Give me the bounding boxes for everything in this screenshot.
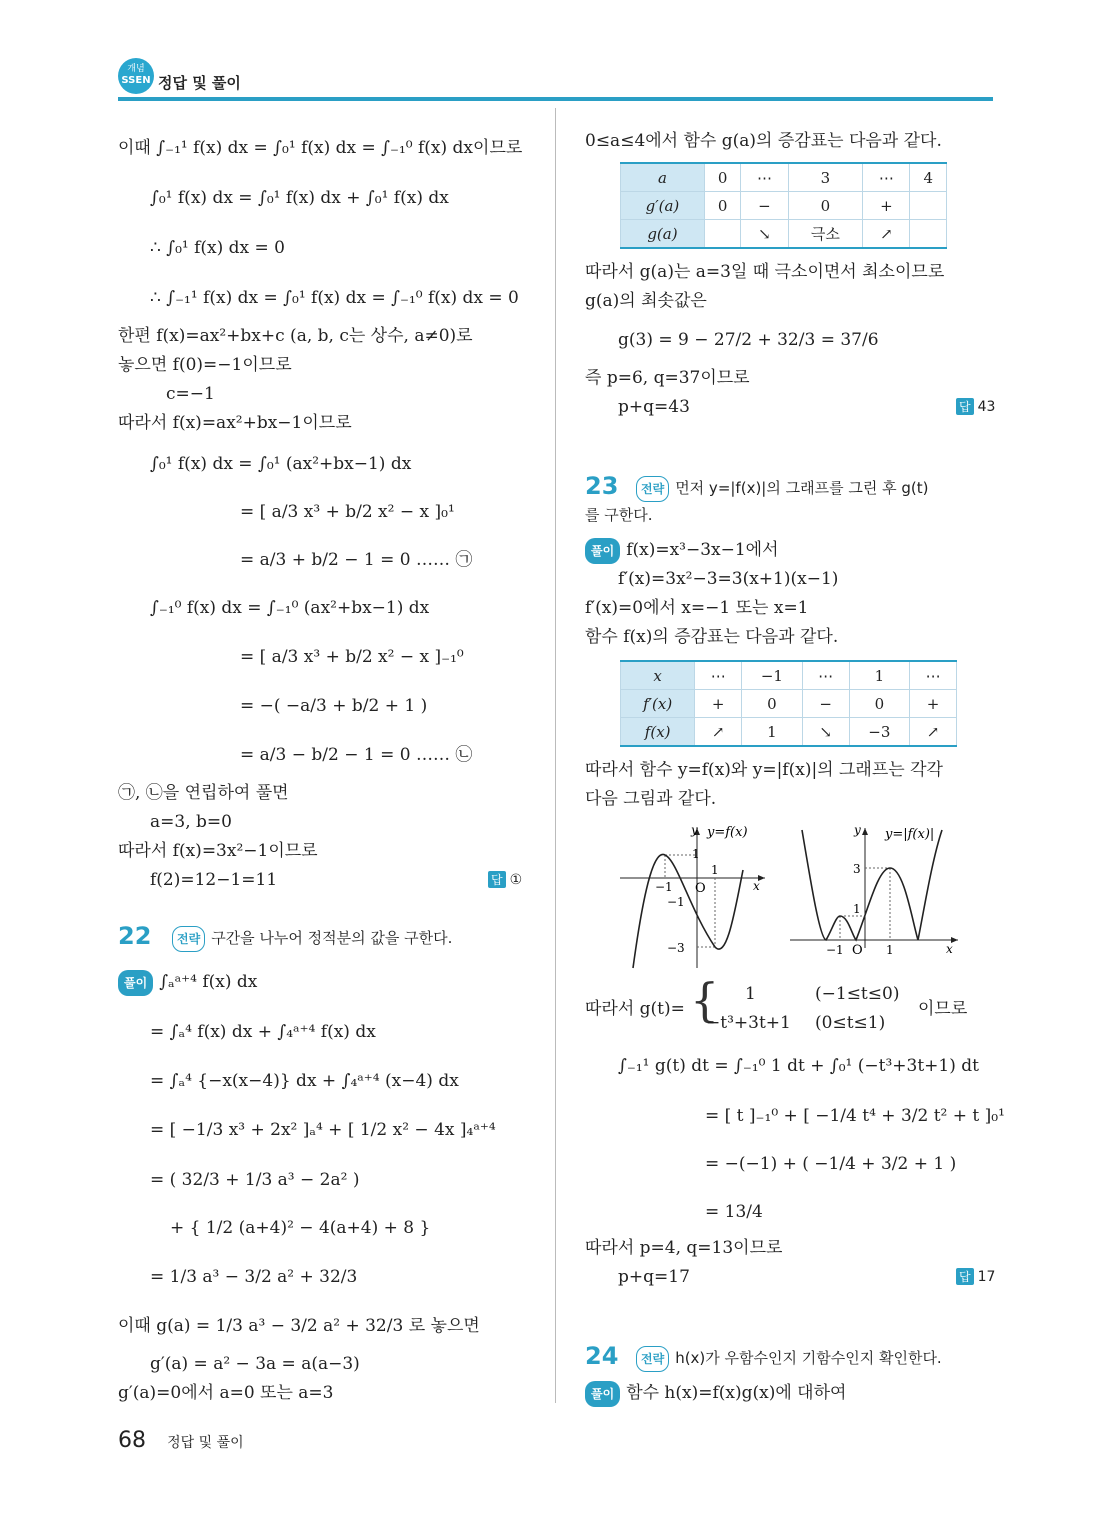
column-divider [555,108,556,1403]
table-cell: − [802,690,849,718]
tick-label: 1 [853,902,861,916]
left-line-10: = [ a/3 x³ + b/2 x² − x ]₀¹ [240,502,455,522]
problem-23-line-2: f′(x)=3x²−3=3(x+1)(x−1) [618,569,839,589]
table-cell: x [621,661,695,690]
origin-label: O [695,881,706,896]
problem-23-line-9: = −(−1) + ( −1/4 + 3/2 + 1 ) [705,1154,957,1174]
curve-abs-f [802,830,942,940]
header-title: 정답 및 풀이 [158,74,241,92]
table-cell: g(a) [621,220,705,249]
case-2-condition: (0≤t≤1) [815,1013,886,1033]
problem-number-24: 24 [585,1342,619,1370]
problem-23-line-1 [585,538,779,564]
answer-value: 43 [977,399,996,415]
x-label: x [753,879,760,893]
tick-label: −1 [826,943,844,957]
strategy-tag: 전략 [636,476,669,502]
table-cell: f(x) [621,718,695,747]
table-cell: −3 [849,718,910,747]
table-cell: ⋯ [802,661,849,690]
table-row [621,690,957,718]
answer-label: 답 [956,1268,974,1285]
case-1-value: 1 [745,984,756,1004]
page-number: 68 [118,1428,146,1453]
strategy-text: h(x)가 우함수인지 기함수인지 확인한다. [675,1349,942,1367]
g-definition-suffix: 이므로 [918,999,968,1019]
table-cell: ⋯ [741,163,788,192]
f-increase-decrease-table [620,660,957,747]
graph-abs-f [790,820,965,965]
problem-22-line-4: = [ −1/3 x³ + 2x² ]ₐ⁴ + [ 1/2 x² − 4x ]₄ᵃ⁺⁴ [150,1120,496,1140]
left-line-11: = a/3 + b/2 − 1 = 0 …… ㉠ [240,550,473,570]
answer-value: ① [509,872,523,888]
right-line-5: p+q=43 [618,397,690,417]
left-line-6: 놓으면 f(0)=−1이므로 [118,355,292,375]
solution-tag: 풀이 [585,1381,620,1407]
table-cell: 0 [742,690,803,718]
case-2-value: −t³+3t+1 [706,1013,791,1033]
table-cell: + [695,690,742,718]
left-line-13: = [ a/3 x³ + b/2 x² − x ]₋₁⁰ [240,647,464,667]
left-line-17: a=3, b=0 [150,812,232,832]
left-line-12: ∫₋₁⁰ f(x) dx = ∫₋₁⁰ (ax²+bx−1) dx [150,598,430,618]
function-label: y=|f(x)| [885,827,935,842]
problem-22-line-5: = ( 32/3 + 1/3 a³ − 2a² ) [150,1170,360,1190]
solution-line: f(x)=x³−3x−1에서 [626,540,779,560]
page-header [118,58,998,102]
problem-23-line-6: 다음 그림과 같다. [585,789,717,809]
problem-22-strategy [172,926,452,952]
tick-label: −1 [655,880,673,894]
tick-label: 1 [711,863,719,877]
brand-logo: 개념 SSEN [118,58,154,94]
table-cell: g′(a) [621,192,705,220]
table-row [621,163,947,192]
right-line-2: g(a)의 최솟값은 [585,291,707,311]
strategy-tag: 전략 [636,1346,669,1372]
tick-label: 1 [692,847,700,861]
table-cell: ↘ [802,718,849,747]
table-cell [704,220,740,249]
tick-label: 3 [853,862,861,876]
table-cell: −1 [742,661,803,690]
tick-label: −3 [667,941,685,955]
solution-line: 함수 h(x)=f(x)g(x)에 대하여 [626,1383,847,1403]
page-footer [118,1428,244,1453]
problem-22-line-2: = ∫ₐ⁴ f(x) dx + ∫₄ᵃ⁺⁴ f(x) dx [150,1022,376,1042]
problem-23-line-8: = [ t ]₋₁⁰ + [ −1/4 t⁴ + 3/2 t² + t ]₀¹ [705,1106,1005,1126]
table-cell: ⋯ [863,163,910,192]
table-cell: + [863,192,910,220]
problem-number-23: 23 [585,472,619,500]
table-cell: ⋯ [910,661,957,690]
strategy-tag: 전략 [172,926,205,952]
answer-21 [488,871,522,888]
problem-22-line-7: = 1/3 a³ − 3/2 a² + 32/3 [150,1267,358,1287]
table-cell: 1 [742,718,803,747]
left-line-2: ∫₀¹ f(x) dx = ∫₀¹ f(x) dx + ∫₀¹ f(x) dx [150,188,449,208]
strategy-text: 먼저 y=|f(x)|의 그래프를 그린 후 g(t) [675,479,929,497]
table-row [621,192,947,220]
right-line-4: 즉 p=6, q=37이므로 [585,368,750,388]
y-axis-arrow [862,828,868,835]
left-line-15: = a/3 − b/2 − 1 = 0 …… ㉡ [240,745,473,765]
answer-label: 답 [488,871,506,888]
solution-line: ∫ₐᵃ⁺⁴ f(x) dx [159,972,258,992]
graph-f [615,820,775,975]
left-line-14: = −( −a/3 + b/2 + 1 ) [240,696,428,716]
table-cell: ↗ [695,718,742,747]
table-cell: 0 [788,192,863,220]
right-line-1: 따라서 g(a)는 a=3일 때 극소이면서 최소이므로 [585,262,945,282]
left-brace: { [690,973,720,1027]
table-cell [910,192,947,220]
answer-22 [956,398,995,415]
left-line-8: 따라서 f(x)=ax²+bx−1이므로 [118,413,352,433]
problem-24-strategy [636,1346,942,1372]
left-line-9: ∫₀¹ f(x) dx = ∫₀¹ (ax²+bx−1) dx [150,454,412,474]
y-label: y [691,823,698,837]
problem-22-line-1 [118,970,257,996]
table-cell: f′(x) [621,690,695,718]
problem-22-line-6: + { 1/2 (a+4)² − 4(a+4) + 8 } [170,1218,431,1238]
function-label: y=f(x) [707,825,748,840]
problem-23-line-4: 함수 f(x)의 증감표는 다음과 같다. [585,627,839,647]
problem-23-strategy-cont: 를 구한다. [585,506,653,524]
table-cell: 4 [910,163,947,192]
tick-label: 1 [886,943,894,957]
g-definition-prefix: 따라서 g(t)= [585,999,685,1019]
problem-22-line-9: g′(a) = a² − 3a = a(a−3) [150,1354,360,1374]
table-cell: ↗ [863,220,910,249]
left-line-18: 따라서 f(x)=3x²−1이므로 [118,841,318,861]
curve-f [633,854,743,968]
problem-23-line-12: p+q=17 [618,1267,690,1287]
table-cell: ↘ [741,220,788,249]
table-cell: + [910,690,957,718]
table-row [621,220,947,249]
solution-tag: 풀이 [118,970,153,996]
table-cell: 1 [849,661,910,690]
left-line-5: 한편 f(x)=ax²+bx+c (a, b, c는 상수, a≠0)로 [118,326,473,346]
answer-23 [956,1268,995,1285]
table-cell: 3 [788,163,863,192]
problem-23-line-3: f′(x)=0에서 x=−1 또는 x=1 [585,598,809,618]
table-cell: ⋯ [695,661,742,690]
left-line-16: ㉠, ㉡을 연립하여 풀면 [118,783,289,803]
header-rule [118,97,993,101]
table-cell [910,220,947,249]
right-intro: 0≤a≤4에서 함수 g(a)의 증감표는 다음과 같다. [585,131,942,151]
tick-label: −1 [667,895,685,909]
answer-label: 답 [956,398,974,415]
problem-22-line-3: = ∫ₐ⁴ {−x(x−4)} dx + ∫₄ᵃ⁺⁴ (x−4) dx [150,1071,459,1091]
table-cell: − [741,192,788,220]
table-cell: 0 [849,690,910,718]
table-cell: a [621,163,705,192]
problem-23-strategy [636,476,928,502]
problem-number-22: 22 [118,922,152,950]
left-line-4: ∴ ∫₋₁¹ f(x) dx = ∫₀¹ f(x) dx = ∫₋₁⁰ f(x) dx = 0 [150,288,519,308]
x-label: x [946,942,953,956]
table-row [621,718,957,747]
problem-22-line-8: 이때 g(a) = 1/3 a³ − 3/2 a² + 32/3 로 놓으면 [118,1316,480,1336]
solution-tag: 풀이 [585,538,620,564]
problem-23-line-7: ∫₋₁¹ g(t) dt = ∫₋₁⁰ 1 dt + ∫₀¹ (−t³+3t+1) dt [618,1056,979,1076]
problem-24-line-1 [585,1381,846,1407]
answer-value: 17 [977,1269,996,1285]
footer-label: 정답 및 풀이 [167,1435,244,1451]
left-line-19: f(2)=12−1=11 [150,870,278,890]
problem-23-line-5: 따라서 함수 y=f(x)와 y=|f(x)|의 그래프는 각각 [585,760,943,780]
right-line-3: g(3) = 9 − 27/2 + 32/3 = 37/6 [618,330,879,350]
table-cell: 0 [704,163,740,192]
strategy-text: 구간을 나누어 정적분의 값을 구한다. [211,929,453,947]
origin-label: O [852,943,863,958]
y-label: y [854,823,861,837]
table-cell: 0 [704,192,740,220]
left-line-1: 이때 ∫₋₁¹ f(x) dx = ∫₀¹ f(x) dx = ∫₋₁⁰ f(x) dx이므로 [118,138,523,158]
problem-22-line-10: g′(a)=0에서 a=0 또는 a=3 [118,1383,334,1403]
left-line-3: ∴ ∫₀¹ f(x) dx = 0 [150,238,285,258]
table-cell: 극소 [788,220,863,249]
table-cell: ↗ [910,718,957,747]
left-line-7: c=−1 [166,384,215,404]
table-row [621,661,957,690]
problem-23-line-11: 따라서 p=4, q=13이므로 [585,1238,783,1258]
g-increase-decrease-table [620,162,947,249]
problem-23-line-10: = 13/4 [705,1202,763,1222]
case-1-condition: (−1≤t≤0) [815,984,900,1004]
